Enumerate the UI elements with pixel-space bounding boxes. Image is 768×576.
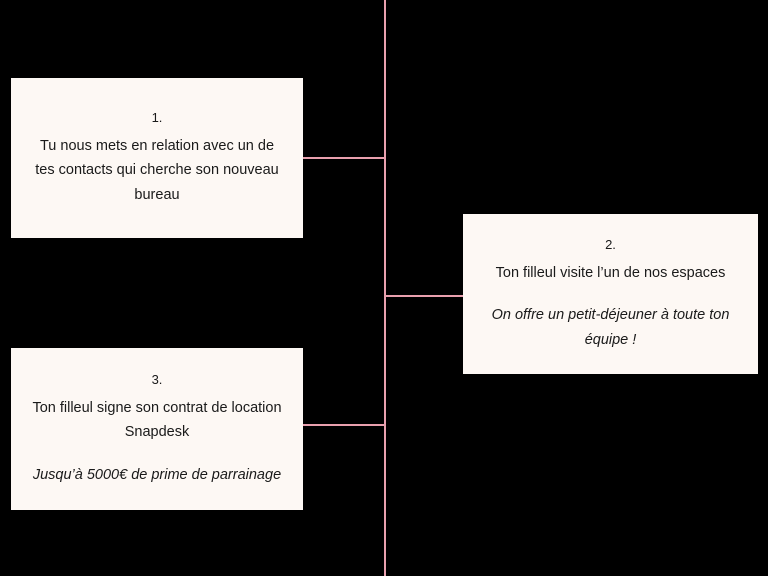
- step-text-1: Tu nous mets en relation avec un de tes contacts qui cherche son nouveau bureau: [35, 137, 279, 204]
- step-number-3: 3.: [151, 372, 163, 388]
- step-note-3: Jusqu’à 5000€ de prime de parrainage: [32, 467, 282, 484]
- step-text-2: Ton filleul visite l’un de nos espaces: [495, 264, 726, 281]
- connector-branch-step-1: [303, 157, 386, 159]
- step-card-3: [11, 348, 303, 510]
- step-card-1: [11, 78, 303, 238]
- step-text-3: Ton filleul signe son contrat de location Snapdesk: [32, 399, 282, 441]
- connector-branch-step-2: [384, 295, 465, 297]
- step-note-2: On offre un petit-déjeuner à toute ton équipe !: [491, 307, 730, 349]
- connector-vertical-spine: [384, 0, 386, 576]
- connector-branch-step-3: [303, 424, 386, 426]
- step-number-2: 2.: [605, 237, 616, 253]
- step-number-1: 1.: [151, 110, 163, 126]
- step-card-2: [463, 214, 758, 374]
